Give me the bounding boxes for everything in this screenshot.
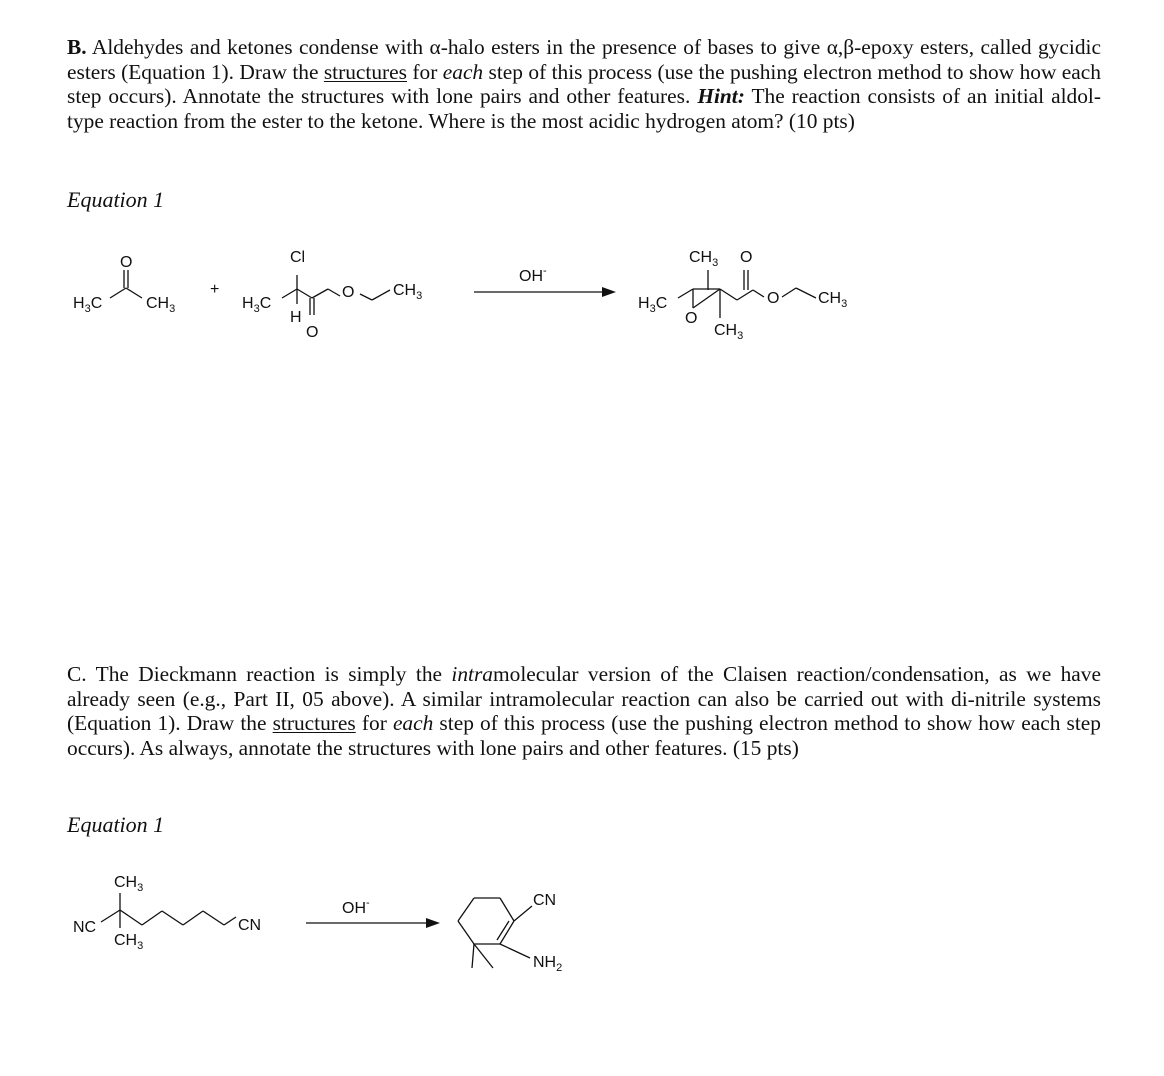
section-b-structures-underlined: structures [323,59,408,84]
section-c-equation-label: Equation 1 [67,812,165,837]
hydroxide-reagent-c: OH- [342,897,370,917]
nitrile-right-label: CN [238,917,262,934]
section-b-hint-label: Hint: [697,84,745,109]
product-bottom-methyl: $CH_3$ [714,322,744,342]
product-carbonyl-oxygen: O [740,249,753,266]
reaction-arrow-b [474,265,616,297]
acetone-left-methyl: $H_3C$ [73,295,103,315]
section-c-letter: C. [67,662,87,686]
hydroxide-reagent-b: OH- [519,265,547,285]
section-b-text-3: step of this process (use the pushing electron method to show how each step occurs). Annotate the structures with lone pairs and other features. [67,59,1101,109]
section-c-text-3: for [355,711,393,736]
nitrile-left-label: NC [73,919,97,936]
section-c-text-2: molecular version of the Claisen reaction/condensation, as we have already seen (e.g., Part II, 05 above). A similar intramolecular reaction can also be carried out with di-nitrile systems (Equation 1). Draw the [67,662,1101,736]
section-c-text-1: The Dieckmann reaction is simply the [86,662,452,686]
dinitrile-top-methyl: $CH_3$ [114,874,144,894]
product-top-methyl: $CH_3$ [689,249,719,269]
section-c-structures-underlined: structures [272,711,356,736]
section-b-text-2: for [407,59,443,84]
acetone-carbonyl-oxygen: O [120,254,133,271]
section-b-equation-label: Equation 1 [67,187,165,212]
acetone-right-methyl: $CH_3$ [146,295,176,315]
plus-sign: + [210,281,220,298]
section-b-text-4: The reaction consists of an initial aldol-type reaction from the ester to the ketone. Where is the most acidic hydrogen atom? (10 pts) [67,84,1101,133]
product-left-methyl: $H_3C$ [638,295,668,315]
section-c-text-4: step of this process (use the pushing electron method to show how each step occurs). As always, annotate the structures with lone pairs and other features. (15 pts) [67,711,1102,760]
product-nitrile-label: CN [533,892,557,909]
section-b-letter: B. [67,35,87,59]
chloro-ester-ethyl-methyl: $CH_3$ [393,282,423,302]
glycidic-ester-product [638,249,847,342]
chloro-ester-carbonyl-oxygen: O [306,324,319,341]
dinitrile-bottom-methyl: $CH_3$ [114,932,144,952]
chloro-ester-ether-oxygen: O [342,284,355,301]
chloro-ester-methyl: $H_3C$ [242,295,272,315]
section-b-text-1: Aldehydes and ketones condense with α-halo esters in the presence of bases to give α,β-epoxy esters, called gycidic esters (Equation 1). Draw the [67,35,1101,84]
product-ether-oxygen: O [767,290,780,307]
chlorine-label: Cl [290,249,306,266]
epoxide-oxygen: O [685,310,698,327]
product-ethyl-methyl: $CH_3$ [818,290,848,310]
section-c-intra-italic: intra [451,662,494,686]
cyclic-product-structure [458,892,562,974]
chloro-ester-structure [242,249,422,341]
reaction-arrow-c [306,897,440,928]
alpha-hydrogen-label: H [290,309,302,326]
acetone-structure [73,254,175,315]
section-b-each-italic: each [442,59,484,84]
dinitrile-structure [73,874,261,952]
product-amino-label: $NH_2$ [533,954,563,974]
section-c-each-italic: each [392,711,434,736]
